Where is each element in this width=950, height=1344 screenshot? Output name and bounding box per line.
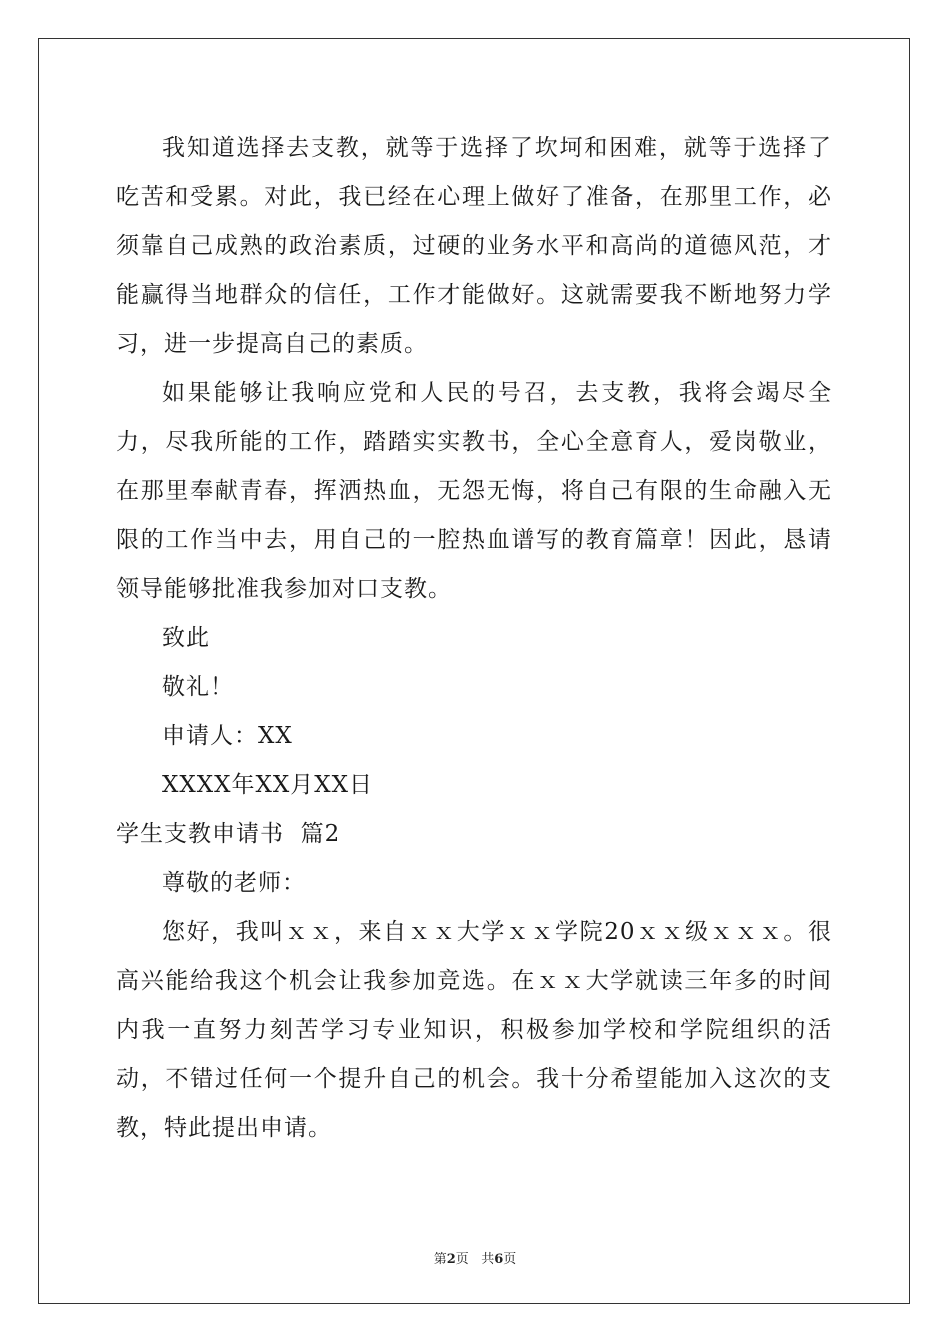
total-page-number: 6 [494,1252,504,1267]
total-suffix: 页 [503,1252,517,1267]
section-title: 学生支教申请书 篇2 [116,821,341,847]
current-page-number: 2 [446,1252,456,1267]
document-body [116,124,832,1153]
paragraph: 您好，我叫ｘｘ，来自ｘｘ大学ｘｘ学院20ｘｘ级ｘｘｘ。很高兴能给我这个机会让我参加竞选。在ｘｘ大学就读三年多的时间内我一直努力刻苦学习专业知识，积极参加学校和学院组织的活动，不错过任何一个提升自己的机会。我十分希望能加入这次的支教，特此提出申请。 [116,919,832,1141]
applicant-line: 申请人：XX [162,723,293,749]
total-prefix: 共 [481,1252,495,1267]
salute-line: 敬礼！ [162,674,234,700]
paragraph: 如果能够让我响应党和人民的号召，去支教，我将会竭尽全力，尽我所能的工作，踏踏实实教书，全心全意育人，爱岗敬业，在那里奉献青春，挥洒热血，无怨无悔，将自己有限的生命融入无限的工作当中去，用自己的一腔热血谱写的教育篇章！因此，恳请领导能够批准我参加对口支教。 [116,380,832,602]
page-prefix: 第 [433,1252,447,1267]
date-line: XXXX年XX月XX日 [162,772,373,798]
page-footer [0,1248,950,1267]
page-suffix: 页 [455,1252,469,1267]
closing-line: 致此 [162,625,210,651]
paragraph: 我知道选择去支教，就等于选择了坎坷和困难，就等于选择了吃苦和受累。对此，我已经在心理上做好了准备，在那里工作，必须靠自己成熟的政治素质，过硬的业务水平和高尚的道德风范，才能赢得当地群众的信任，工作才能做好。这就需要我不断地努力学习，进一步提高自己的素质。 [116,135,832,357]
greeting-line: 尊敬的老师： [162,870,306,896]
